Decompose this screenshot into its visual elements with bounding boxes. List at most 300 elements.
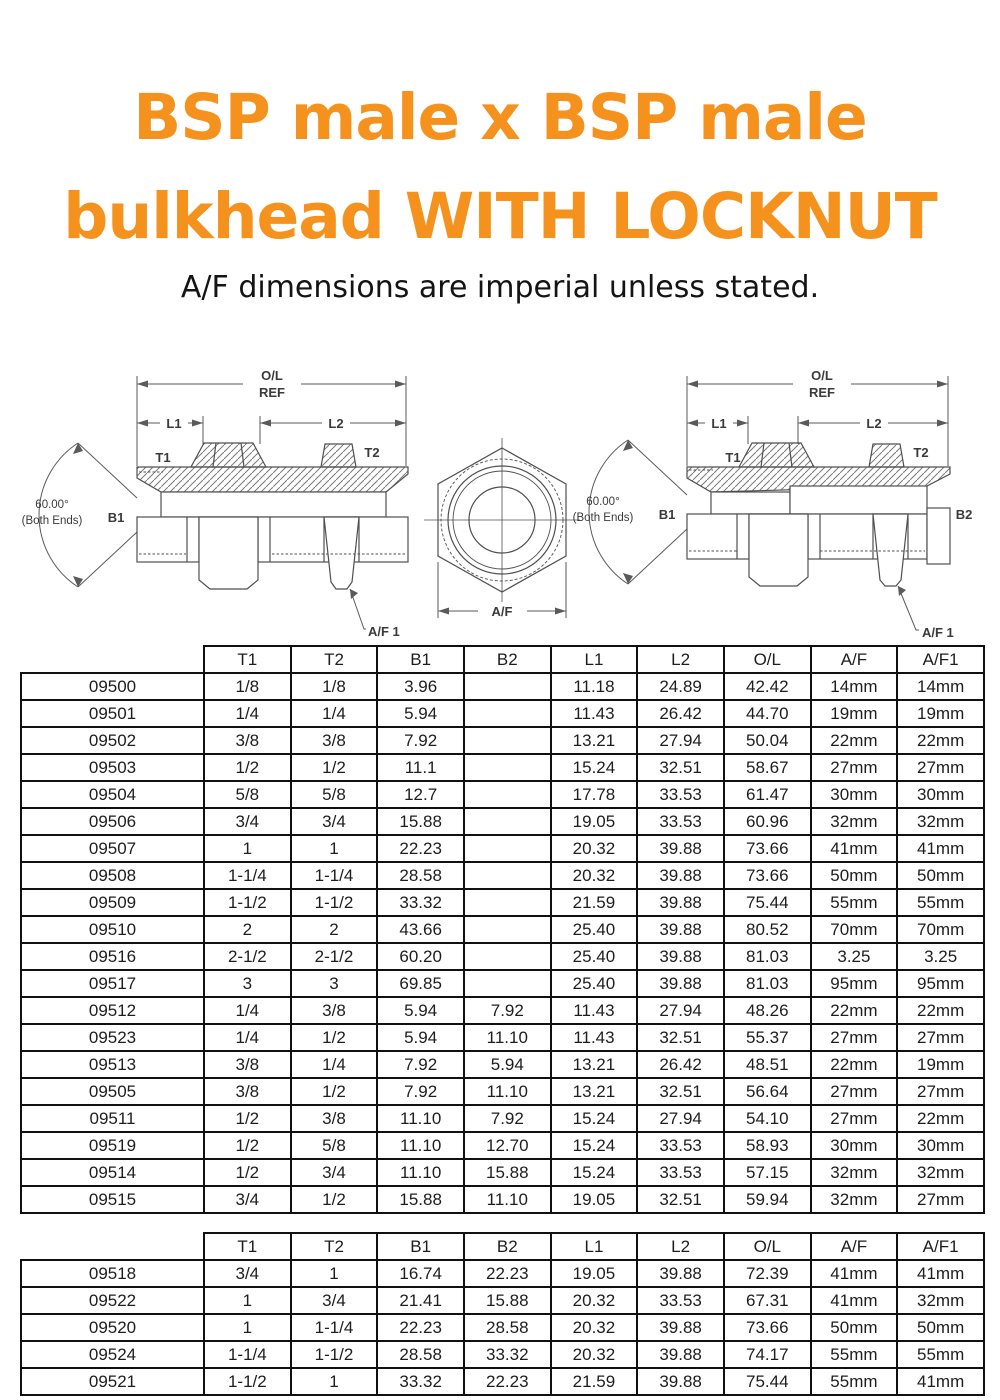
value-cell: 50mm	[897, 862, 984, 889]
part-number-cell: 09507	[21, 835, 204, 862]
value-cell: 1-1/2	[291, 889, 378, 916]
value-cell: 3	[291, 970, 378, 997]
value-cell: 3/4	[204, 808, 291, 835]
value-cell: 19mm	[897, 1051, 984, 1078]
value-cell: 5/8	[204, 781, 291, 808]
col-header-blank	[21, 1233, 204, 1260]
value-cell: 15.88	[377, 808, 464, 835]
value-cell: 1/2	[204, 1132, 291, 1159]
value-cell: 25.40	[551, 943, 638, 970]
value-cell: 27mm	[897, 1186, 984, 1213]
value-cell: 41mm	[811, 1260, 898, 1287]
value-cell: 73.66	[724, 1314, 811, 1341]
value-cell: 11.10	[377, 1159, 464, 1186]
value-cell: 32.51	[637, 1024, 724, 1051]
value-cell: 12.70	[464, 1132, 551, 1159]
value-cell: 25.40	[551, 916, 638, 943]
header-row	[21, 646, 984, 673]
value-cell: 2	[204, 916, 291, 943]
value-cell: 32mm	[897, 808, 984, 835]
value-cell: 20.32	[551, 1314, 638, 1341]
value-cell: 32mm	[811, 808, 898, 835]
part-number-cell: 09520	[21, 1314, 204, 1341]
part-number-cell: 09510	[21, 916, 204, 943]
value-cell: 30mm	[897, 1132, 984, 1159]
value-cell: 1/4	[204, 700, 291, 727]
value-cell: 1-1/4	[291, 1314, 378, 1341]
value-cell: 60.20	[377, 943, 464, 970]
value-cell: 73.66	[724, 835, 811, 862]
value-cell: 33.32	[377, 889, 464, 916]
table-row	[21, 1051, 984, 1078]
value-cell: 3/4	[291, 1159, 378, 1186]
value-cell: 39.88	[637, 1314, 724, 1341]
label-af-front: A/F	[491, 604, 513, 619]
value-cell: 50mm	[811, 1314, 898, 1341]
value-cell: 2-1/2	[291, 943, 378, 970]
value-cell: 1-1/4	[204, 1341, 291, 1368]
value-cell: 3/4	[291, 808, 378, 835]
part-number-cell: 09516	[21, 943, 204, 970]
value-cell: 27.94	[637, 1105, 724, 1132]
value-cell: 3/4	[204, 1186, 291, 1213]
col-header-t1: T1	[204, 646, 291, 673]
value-cell: 22.23	[464, 1368, 551, 1395]
part-number-cell: 09505	[21, 1078, 204, 1105]
value-cell	[464, 781, 551, 808]
value-cell: 22mm	[811, 727, 898, 754]
table-row	[21, 1341, 984, 1368]
value-cell: 1	[204, 1314, 291, 1341]
value-cell: 42.42	[724, 673, 811, 700]
value-cell: 1-1/2	[291, 1341, 378, 1368]
value-cell: 27mm	[811, 1078, 898, 1105]
part-number-cell: 09512	[21, 997, 204, 1024]
value-cell: 75.44	[724, 1368, 811, 1395]
value-cell: 19.05	[551, 1260, 638, 1287]
value-cell: 41mm	[811, 1287, 898, 1314]
value-cell: 67.31	[724, 1287, 811, 1314]
table-row	[21, 700, 984, 727]
value-cell: 14mm	[897, 673, 984, 700]
label-angle-left: 60.00°	[35, 499, 69, 511]
col-header-l2: L2	[637, 1233, 724, 1260]
value-cell	[464, 889, 551, 916]
value-cell: 27.94	[637, 997, 724, 1024]
col-header-a-f: A/F	[811, 646, 898, 673]
value-cell: 55mm	[811, 1368, 898, 1395]
label-t2-left: T2	[364, 445, 380, 460]
value-cell: 50.04	[724, 727, 811, 754]
table-row	[21, 727, 984, 754]
value-cell: 73.66	[724, 862, 811, 889]
value-cell: 2-1/2	[204, 943, 291, 970]
value-cell: 3.25	[811, 943, 898, 970]
part-number-cell: 09508	[21, 862, 204, 889]
col-header-l1: L1	[551, 1233, 638, 1260]
value-cell: 3/4	[291, 1287, 378, 1314]
table-row	[21, 1186, 984, 1213]
part-number-cell: 09521	[21, 1368, 204, 1395]
value-cell: 20.32	[551, 835, 638, 862]
value-cell: 3/8	[291, 997, 378, 1024]
value-cell: 39.88	[637, 862, 724, 889]
value-cell: 1/4	[291, 1051, 378, 1078]
part-number-cell: 09513	[21, 1051, 204, 1078]
value-cell: 39.88	[637, 1260, 724, 1287]
value-cell: 32.51	[637, 1078, 724, 1105]
value-cell: 22mm	[897, 997, 984, 1024]
value-cell: 72.39	[724, 1260, 811, 1287]
label-b2-right: B2	[955, 507, 973, 522]
col-header-o-l: O/L	[724, 1233, 811, 1260]
value-cell: 54.10	[724, 1105, 811, 1132]
value-cell: 11.10	[377, 1105, 464, 1132]
value-cell: 70mm	[897, 916, 984, 943]
label-ref-left: REF	[259, 385, 285, 400]
value-cell: 1/2	[291, 754, 378, 781]
value-cell: 57.15	[724, 1159, 811, 1186]
col-header-b1: B1	[377, 646, 464, 673]
col-header-t1: T1	[204, 1233, 291, 1260]
value-cell: 3.96	[377, 673, 464, 700]
value-cell: 1/4	[204, 997, 291, 1024]
value-cell: 15.88	[464, 1159, 551, 1186]
part-number-cell: 09502	[21, 727, 204, 754]
label-both-ends-left: (Both Ends)	[21, 515, 83, 527]
value-cell: 22mm	[811, 1051, 898, 1078]
value-cell: 27mm	[811, 1024, 898, 1051]
value-cell: 74.17	[724, 1341, 811, 1368]
value-cell: 1/2	[291, 1024, 378, 1051]
value-cell: 17.78	[551, 781, 638, 808]
value-cell: 48.26	[724, 997, 811, 1024]
value-cell: 1	[204, 835, 291, 862]
value-cell: 27.94	[637, 727, 724, 754]
value-cell: 11.43	[551, 997, 638, 1024]
value-cell: 11.43	[551, 1024, 638, 1051]
value-cell: 13.21	[551, 727, 638, 754]
value-cell: 32.51	[637, 1186, 724, 1213]
value-cell: 39.88	[637, 970, 724, 997]
col-header-a-f1: A/F1	[897, 646, 984, 673]
value-cell: 14mm	[811, 673, 898, 700]
label-t2-right: T2	[913, 445, 929, 460]
value-cell	[464, 700, 551, 727]
part-number-cell: 09522	[21, 1287, 204, 1314]
header-row	[21, 1233, 984, 1260]
value-cell: 28.58	[377, 862, 464, 889]
spec-table-main	[20, 645, 985, 1214]
value-cell: 15.24	[551, 1159, 638, 1186]
value-cell: 3/8	[291, 1105, 378, 1132]
value-cell: 81.03	[724, 970, 811, 997]
value-cell: 19.05	[551, 808, 638, 835]
value-cell	[464, 862, 551, 889]
value-cell: 1-1/2	[204, 1368, 291, 1395]
value-cell: 81.03	[724, 943, 811, 970]
part-number-cell: 09500	[21, 673, 204, 700]
value-cell: 1/2	[291, 1186, 378, 1213]
value-cell: 60.96	[724, 808, 811, 835]
value-cell	[464, 727, 551, 754]
value-cell: 41mm	[897, 835, 984, 862]
value-cell: 69.85	[377, 970, 464, 997]
value-cell: 5.94	[464, 1051, 551, 1078]
table-row	[21, 754, 984, 781]
value-cell: 33.53	[637, 781, 724, 808]
value-cell: 21.41	[377, 1287, 464, 1314]
value-cell: 7.92	[464, 1105, 551, 1132]
value-cell: 30mm	[811, 781, 898, 808]
value-cell: 32mm	[811, 1186, 898, 1213]
value-cell: 1	[204, 1287, 291, 1314]
value-cell: 33.32	[464, 1341, 551, 1368]
value-cell: 30mm	[811, 1132, 898, 1159]
table-row	[21, 781, 984, 808]
label-t1-left: T1	[155, 450, 171, 465]
part-number-cell: 09517	[21, 970, 204, 997]
label-l2-right: L2	[866, 416, 882, 431]
value-cell: 55mm	[897, 889, 984, 916]
value-cell: 95mm	[811, 970, 898, 997]
part-number-cell: 09519	[21, 1132, 204, 1159]
part-number-cell: 09524	[21, 1341, 204, 1368]
value-cell: 61.47	[724, 781, 811, 808]
value-cell: 1	[291, 835, 378, 862]
value-cell: 70mm	[811, 916, 898, 943]
label-af1-left: A/F 1	[368, 624, 400, 639]
value-cell: 15.24	[551, 1105, 638, 1132]
technical-drawings	[0, 340, 1000, 640]
table-row	[21, 862, 984, 889]
page-title	[0, 68, 1000, 266]
value-cell: 15.24	[551, 754, 638, 781]
value-cell: 55mm	[811, 1341, 898, 1368]
table-row	[21, 1132, 984, 1159]
page-title-line2: bulkhead WITH LOCKNUT	[63, 180, 937, 254]
value-cell: 7.92	[377, 727, 464, 754]
table-row	[21, 1368, 984, 1395]
value-cell	[464, 835, 551, 862]
value-cell: 7.92	[377, 1078, 464, 1105]
value-cell: 5.94	[377, 997, 464, 1024]
table-row	[21, 889, 984, 916]
value-cell: 11.10	[464, 1078, 551, 1105]
col-header-blank	[21, 646, 204, 673]
side-view-left-drawing	[22, 368, 408, 639]
value-cell: 30mm	[897, 781, 984, 808]
part-number-cell: 09511	[21, 1105, 204, 1132]
value-cell: 22.23	[464, 1260, 551, 1287]
value-cell: 11.10	[377, 1132, 464, 1159]
col-header-l2: L2	[637, 646, 724, 673]
value-cell: 27mm	[811, 754, 898, 781]
value-cell: 28.58	[464, 1314, 551, 1341]
value-cell: 1	[291, 1368, 378, 1395]
label-l1-right: L1	[711, 416, 727, 431]
value-cell: 33.53	[637, 1159, 724, 1186]
value-cell: 33.53	[637, 1287, 724, 1314]
value-cell: 25.40	[551, 970, 638, 997]
col-header-b1: B1	[377, 1233, 464, 1260]
value-cell: 58.67	[724, 754, 811, 781]
value-cell: 32mm	[897, 1159, 984, 1186]
value-cell: 2	[291, 916, 378, 943]
table-row	[21, 1078, 984, 1105]
label-both-ends-right: (Both Ends)	[572, 512, 634, 524]
value-cell: 1/8	[291, 673, 378, 700]
col-header-a-f1: A/F1	[897, 1233, 984, 1260]
col-header-b2: B2	[464, 1233, 551, 1260]
value-cell: 3/8	[204, 1078, 291, 1105]
value-cell: 5/8	[291, 1132, 378, 1159]
value-cell: 39.88	[637, 889, 724, 916]
value-cell: 26.42	[637, 700, 724, 727]
value-cell: 3.25	[897, 943, 984, 970]
value-cell: 11.1	[377, 754, 464, 781]
value-cell: 33.32	[377, 1368, 464, 1395]
value-cell: 56.64	[724, 1078, 811, 1105]
value-cell: 1/2	[291, 1078, 378, 1105]
value-cell: 22mm	[897, 727, 984, 754]
table-row	[21, 1260, 984, 1287]
value-cell: 15.88	[377, 1186, 464, 1213]
value-cell: 39.88	[637, 1341, 724, 1368]
label-ol-left: O/L	[261, 368, 283, 383]
value-cell	[464, 673, 551, 700]
value-cell: 44.70	[724, 700, 811, 727]
value-cell: 1-1/4	[291, 862, 378, 889]
label-l2-left: L2	[328, 416, 344, 431]
value-cell: 1/2	[204, 1105, 291, 1132]
value-cell: 22mm	[897, 1105, 984, 1132]
page-title-line1: BSP male x BSP male	[133, 81, 867, 155]
value-cell: 27mm	[897, 754, 984, 781]
value-cell: 75.44	[724, 889, 811, 916]
value-cell: 1	[291, 1260, 378, 1287]
value-cell: 19mm	[811, 700, 898, 727]
value-cell: 7.92	[377, 1051, 464, 1078]
value-cell: 41mm	[897, 1260, 984, 1287]
value-cell	[464, 916, 551, 943]
value-cell: 95mm	[897, 970, 984, 997]
value-cell: 3/8	[204, 727, 291, 754]
value-cell: 27mm	[897, 1078, 984, 1105]
table-row	[21, 1105, 984, 1132]
value-cell: 32mm	[811, 1159, 898, 1186]
value-cell: 12.7	[377, 781, 464, 808]
value-cell: 3/8	[204, 1051, 291, 1078]
value-cell: 39.88	[637, 1368, 724, 1395]
value-cell: 16.74	[377, 1260, 464, 1287]
table-row	[21, 1159, 984, 1186]
value-cell	[464, 808, 551, 835]
value-cell: 5.94	[377, 1024, 464, 1051]
side-view-right-drawing	[573, 368, 973, 640]
part-number-cell: 09523	[21, 1024, 204, 1051]
value-cell: 3/8	[291, 727, 378, 754]
value-cell: 43.66	[377, 916, 464, 943]
value-cell: 33.53	[637, 808, 724, 835]
part-number-cell: 09504	[21, 781, 204, 808]
value-cell: 22.23	[377, 1314, 464, 1341]
part-number-cell: 09515	[21, 1186, 204, 1213]
label-b1-right: B1	[658, 507, 676, 522]
value-cell	[464, 970, 551, 997]
table-row	[21, 1314, 984, 1341]
value-cell: 11.18	[551, 673, 638, 700]
value-cell: 26.42	[637, 1051, 724, 1078]
value-cell: 19mm	[897, 700, 984, 727]
value-cell: 55.37	[724, 1024, 811, 1051]
value-cell: 11.43	[551, 700, 638, 727]
table-row	[21, 916, 984, 943]
value-cell: 7.92	[464, 997, 551, 1024]
label-l1-left: L1	[166, 416, 182, 431]
label-b1-left: B1	[107, 510, 125, 525]
value-cell: 58.93	[724, 1132, 811, 1159]
spec-table-unequal-ends	[20, 1232, 985, 1396]
value-cell: 5/8	[291, 781, 378, 808]
value-cell: 32mm	[897, 1287, 984, 1314]
value-cell: 55mm	[897, 1341, 984, 1368]
value-cell: 3	[204, 970, 291, 997]
value-cell: 39.88	[637, 835, 724, 862]
label-ref-right: REF	[809, 385, 835, 400]
value-cell: 13.21	[551, 1051, 638, 1078]
value-cell: 19.05	[551, 1186, 638, 1213]
label-af1-right: A/F 1	[922, 625, 954, 640]
value-cell: 22.23	[377, 835, 464, 862]
value-cell: 11.10	[464, 1024, 551, 1051]
value-cell: 1/2	[204, 1159, 291, 1186]
part-number-cell: 09501	[21, 700, 204, 727]
value-cell: 11.10	[464, 1186, 551, 1213]
table-row	[21, 673, 984, 700]
value-cell: 1-1/2	[204, 889, 291, 916]
part-number-cell: 09518	[21, 1260, 204, 1287]
value-cell: 55mm	[811, 889, 898, 916]
value-cell: 15.24	[551, 1132, 638, 1159]
part-number-cell: 09509	[21, 889, 204, 916]
value-cell: 41mm	[811, 835, 898, 862]
value-cell: 5.94	[377, 700, 464, 727]
value-cell: 27mm	[897, 1024, 984, 1051]
value-cell: 27mm	[811, 1105, 898, 1132]
value-cell: 33.53	[637, 1132, 724, 1159]
col-header-o-l: O/L	[724, 646, 811, 673]
table-row	[21, 943, 984, 970]
part-number-cell: 09514	[21, 1159, 204, 1186]
part-number-cell: 09503	[21, 754, 204, 781]
value-cell: 1/4	[291, 700, 378, 727]
value-cell: 1/2	[204, 754, 291, 781]
value-cell: 59.94	[724, 1186, 811, 1213]
value-cell: 50mm	[897, 1314, 984, 1341]
value-cell: 22mm	[811, 997, 898, 1024]
value-cell: 39.88	[637, 916, 724, 943]
table-row	[21, 808, 984, 835]
value-cell: 39.88	[637, 943, 724, 970]
value-cell	[464, 754, 551, 781]
table-row	[21, 997, 984, 1024]
part-number-cell: 09506	[21, 808, 204, 835]
table-row	[21, 835, 984, 862]
value-cell: 20.32	[551, 1341, 638, 1368]
end-view-drawing	[424, 438, 580, 619]
value-cell: 13.21	[551, 1078, 638, 1105]
